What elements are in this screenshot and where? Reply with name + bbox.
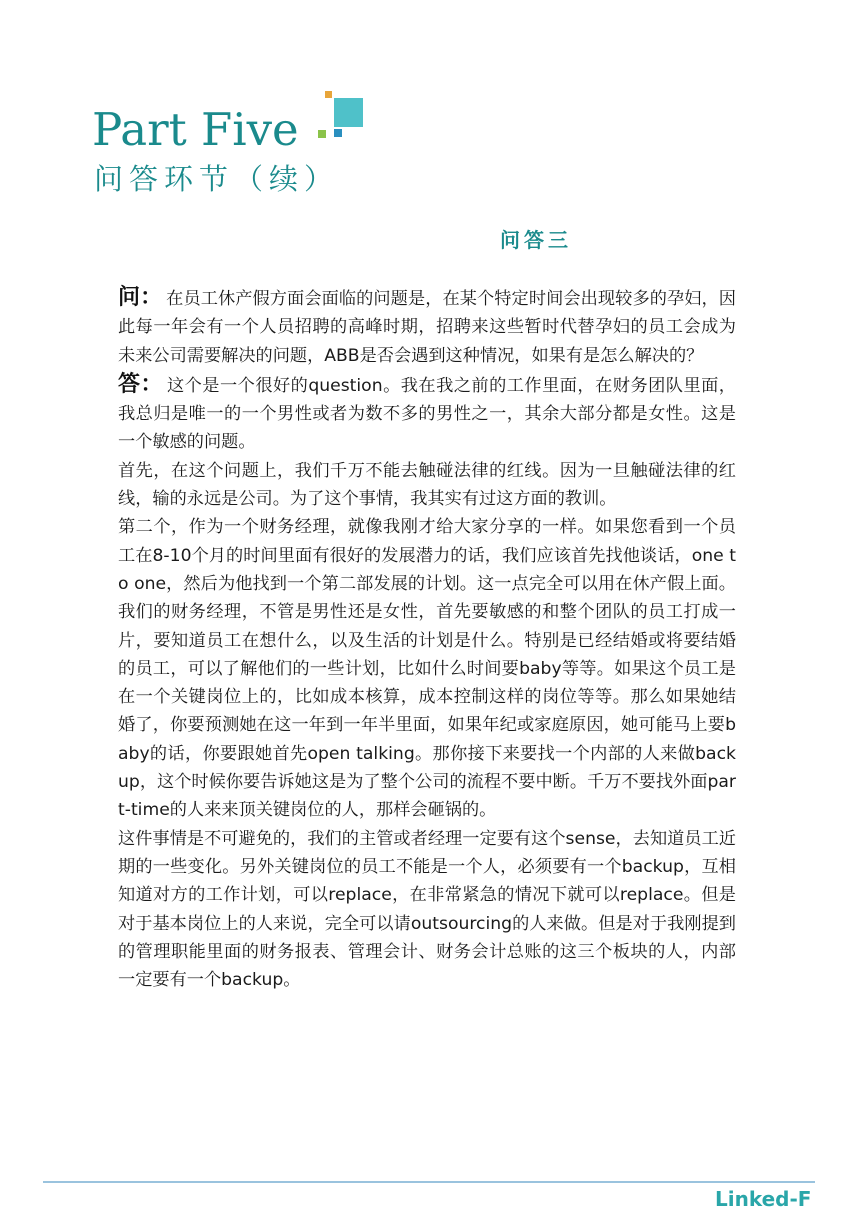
decorative-square-green: [318, 130, 326, 138]
decorative-square-blue: [334, 129, 342, 137]
question-marker: 问：: [118, 284, 163, 310]
answer-paragraph: 这件事情是不可避免的，我们的主管或者经理一定要有这个sense，去知道员工近期的一些变化。另外关键岗位的员工不能是一个人，必须要有一个backup，互相知道对方的工作计划，可以replace，在非常紧急的情况下就可以replace。但是对于基本岗位上的人来说，完全可以请outsourcing的人来做。但是对于我刚提到的管理职能里面的财务报表、管理会计、财务会计总账的这三个板块的人，内部一定要有一个backup。: [118, 828, 736, 991]
answer-paragraph: 首先，在这个问题上，我们千万不能去触碰法律的红线。因为一旦触碰法律的红线，输的永远是公司。为了这个事情，我其实有过这方面的教训。: [118, 460, 736, 510]
question-text: 在员工休产假方面会面临的问题是，在某个特定时间会出现较多的孕妇，因此每一年会有一个人员招聘的高峰时期，招聘来这些暂时代替孕妇的员工会成为未来公司需要解决的问题，ABB是否会遇到这种情况，如果有是怎么解决的？: [118, 289, 736, 366]
answer-text: 这个是一个很好的question。我在我之前的工作里面，在财务团队里面，我总归是唯一的一个男性或者为数不多的男性之一，其余大部分都是女性。这是一个敏感的问题。: [118, 375, 736, 453]
decorative-square-teal: [334, 98, 363, 127]
qa-content: [118, 283, 736, 994]
decorative-square-orange: [325, 91, 332, 98]
answer-paragraph: 第二个，作为一个财务经理，就像我刚才给大家分享的一样。如果您看到一个员工在8-10个月的时间里面有很好的发展潜力的话，我们应该首先找他谈话，one to one，然后为他找到一个第二部发展的计划。这一点完全可以用在休产假上面。我们的财务经理，不管是男性还是女性，首先要敏感的和整个团队的员工打成一片，要知道员工在想什么，以及生活的计划是什么。特别是已经结婚或将要结婚的员工，可以了解他们的一些计划，比如什么时间要baby等等。如果这个员工是在一个关键岗位上的，比如成本核算，成本控制这样的岗位等等。那么如果她结婚了，你要预测她在这一年到一年半里面，如果年纪或家庭原因，她可能马上要baby的话，你要跟她首先open talking。那你接下来要找一个内部的人来做backup，这个时候你要告诉她这是为了整个公司的流程不要中断。千万不要找外面part-time的人来来顶关键岗位的人，那样会砸锅的。: [118, 517, 736, 821]
footer-divider: [43, 1181, 815, 1183]
answer-paragraph: [118, 370, 736, 457]
question-paragraph: [118, 283, 736, 370]
part-title: Part Five: [92, 103, 299, 156]
section-heading: 问答三: [500, 228, 572, 252]
part-subtitle: 问答环节（续）: [94, 162, 340, 196]
answer-marker: 答：: [118, 370, 163, 397]
linked-f-logo: Linked-F: [715, 1187, 812, 1211]
